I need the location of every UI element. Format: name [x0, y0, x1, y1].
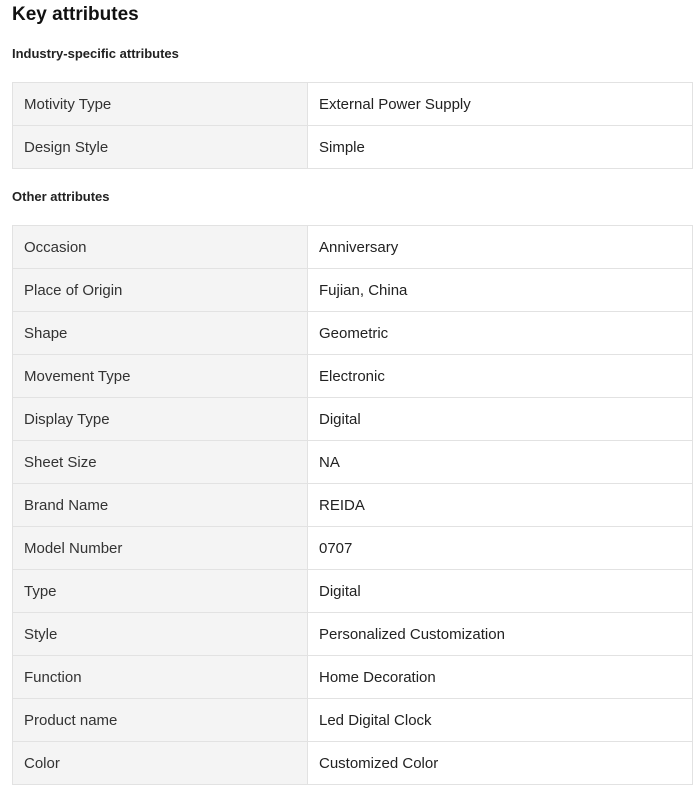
- attribute-key: Sheet Size: [13, 441, 308, 484]
- attribute-key: Style: [13, 613, 308, 656]
- table-row: [13, 226, 693, 269]
- attribute-value: Digital: [308, 398, 693, 441]
- attribute-value: Customized Color: [308, 742, 693, 785]
- table-row: [13, 83, 693, 126]
- table-row: [13, 699, 693, 742]
- attribute-key: Occasion: [13, 226, 308, 269]
- table-row: [13, 656, 693, 699]
- attribute-value: Digital: [308, 570, 693, 613]
- attribute-key: Type: [13, 570, 308, 613]
- table-row: [13, 742, 693, 785]
- attribute-key: Design Style: [13, 126, 308, 169]
- section-heading-industry: Industry-specific attributes: [12, 46, 179, 61]
- attribute-value: Geometric: [308, 312, 693, 355]
- attribute-value: Home Decoration: [308, 656, 693, 699]
- attribute-key: Motivity Type: [13, 83, 308, 126]
- attribute-value: REIDA: [308, 484, 693, 527]
- table-row: [13, 484, 693, 527]
- attribute-key: Place of Origin: [13, 269, 308, 312]
- industry-attributes-table: [12, 82, 693, 169]
- attribute-key: Display Type: [13, 398, 308, 441]
- table-row: [13, 398, 693, 441]
- attribute-value: Simple: [308, 126, 693, 169]
- attribute-value: External Power Supply: [308, 83, 693, 126]
- section-heading-other: Other attributes: [12, 189, 110, 204]
- table-row: [13, 441, 693, 484]
- table-row: [13, 613, 693, 656]
- table-row: [13, 355, 693, 398]
- attribute-key: Shape: [13, 312, 308, 355]
- attribute-key: Brand Name: [13, 484, 308, 527]
- table-row: [13, 312, 693, 355]
- attribute-value: Fujian, China: [308, 269, 693, 312]
- attribute-key: Movement Type: [13, 355, 308, 398]
- table-row: [13, 527, 693, 570]
- attribute-value: Led Digital Clock: [308, 699, 693, 742]
- attribute-key: Color: [13, 742, 308, 785]
- attribute-value: Electronic: [308, 355, 693, 398]
- other-attributes-table: [12, 225, 693, 785]
- table-row: [13, 570, 693, 613]
- attribute-value: Anniversary: [308, 226, 693, 269]
- attribute-key: Product name: [13, 699, 308, 742]
- table-row: [13, 269, 693, 312]
- attribute-key: Function: [13, 656, 308, 699]
- attribute-value: Personalized Customization: [308, 613, 693, 656]
- page-title: Key attributes: [12, 4, 139, 25]
- attribute-key: Model Number: [13, 527, 308, 570]
- attribute-value: 0707: [308, 527, 693, 570]
- table-row: [13, 126, 693, 169]
- attribute-value: NA: [308, 441, 693, 484]
